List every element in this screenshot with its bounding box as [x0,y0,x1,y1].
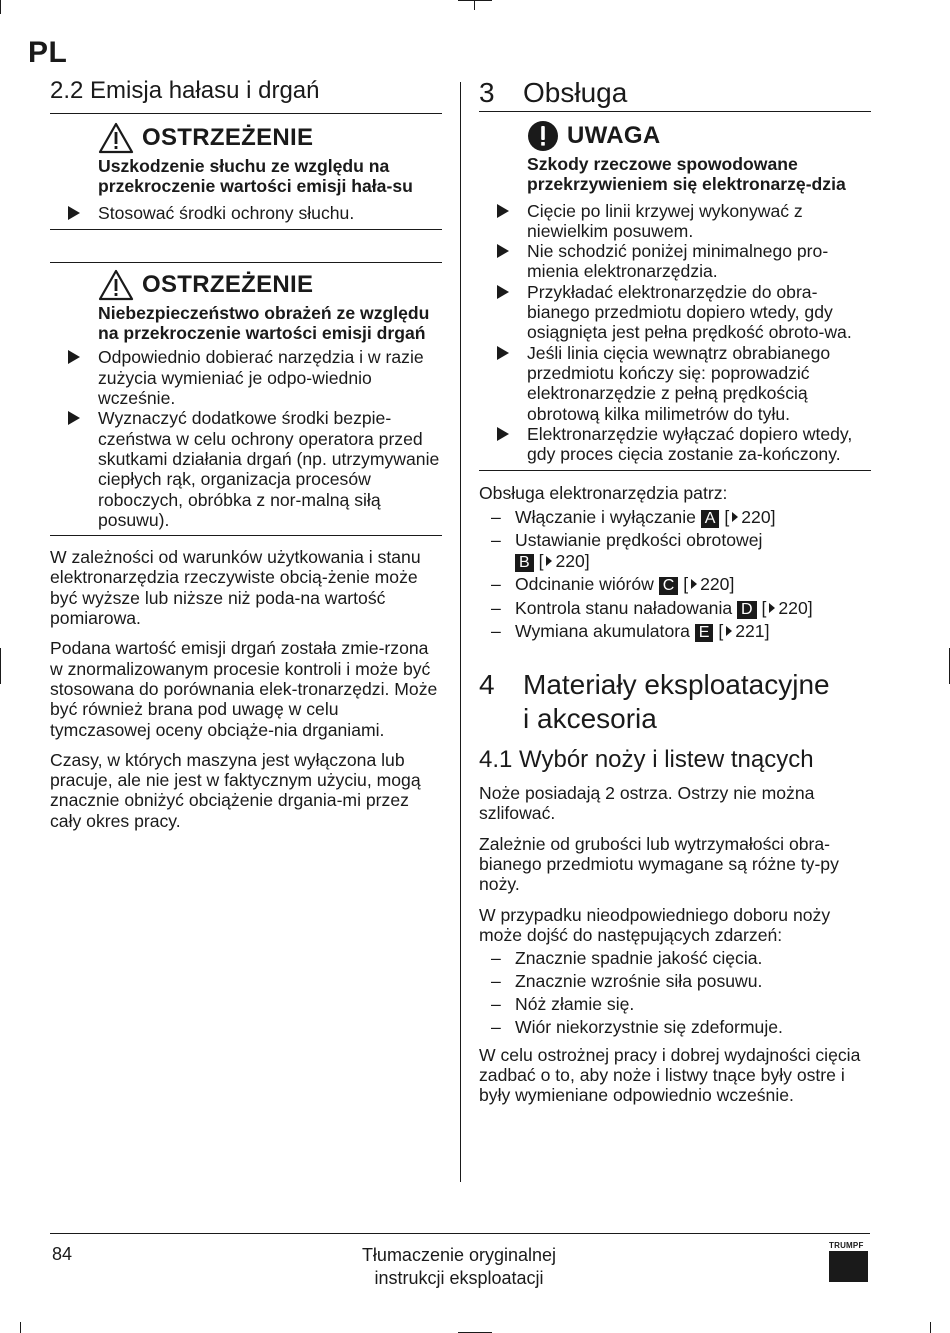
figure-label: E [695,624,714,642]
triangle-bullet-icon [497,204,509,218]
page-ref[interactable]: 220] [741,506,776,527]
figure-label: C [659,577,679,595]
triangle-bullet-icon [497,285,509,299]
page-ref[interactable]: 221] [735,621,770,642]
dash-bullet: – [491,970,501,991]
operation-list-item [479,598,871,619]
consequence-item [479,948,871,968]
page-ref-arrow-icon [546,556,552,566]
consequence-text: Znacznie wzrośnie siła posuwu. [515,970,763,991]
triangle-bullet-icon [497,427,509,441]
divider [50,535,442,536]
page-ref[interactable]: 220] [778,597,813,618]
list-item [50,203,442,223]
crop-mark [0,648,1,684]
consequence-text: Nóż złamie się. [515,993,635,1014]
warning-box-noise [50,120,442,230]
list-item-text: Stosować środki ochrony słuchu. [98,202,355,223]
notice-subtitle: Szkody rzeczowe spowodowane przekrzywieniem się elektronarzę-dzia [527,154,846,195]
crop-mark [0,0,1,14]
paragraph: Podana wartość emisji drgań została zmie-rzona w znormalizowanym procesie kontroli i może być stosowana do porównania elek-tronarzędzi. Może być również brana pod uwagę w celu tymczasowej oceny obciąże-nia drganiami. [50,638,438,740]
ref-bracket: [ [761,597,767,618]
operation-list-item [479,530,871,571]
page-number: 84 [52,1244,73,1264]
paragraph: W celu ostrożnej pracy i dobrej wydajności cięcia zadbać o to, aby noże i listwy tnące były ostre i były wymieniane odpowiednio wcześnie. [479,1044,861,1106]
figure-label: D [737,601,757,619]
page-ref[interactable]: 220] [700,574,735,595]
dash-bullet: – [491,993,501,1014]
brand-logo [829,1241,868,1282]
operation-intro: Obsługa elektronarzędzia patrz: [479,483,728,504]
divider [50,113,442,114]
page-ref-arrow-icon [726,626,732,636]
consequence-text: Znacznie spadnie jakość cięcia. [515,948,763,969]
divider [479,470,871,471]
paragraph: W zależności od warunków użytkowania i stanu elektronarzędzia rzeczywiste obcią-żenie może być wyższe lub niższe niż poda-na wartość pomiarowa. [50,547,421,629]
section-number: 4 [479,669,495,701]
crop-mark [474,0,475,10]
list-item-text: Elektronarzędzie wyłączać dopiero wtedy, gdy proces cięcia zostanie za-kończony. [527,423,853,465]
footer-text-line: instrukcji eksploatacji [374,1268,544,1288]
paragraph: Zależnie od grubości lub wytrzymałości obra-bianego przedmiotu wymagane są różne ty-py noży. [479,833,839,895]
footer-divider [50,1233,870,1234]
crop-mark [930,1322,931,1333]
right-column [479,76,871,1106]
column-divider [460,82,461,1182]
triangle-bullet-icon [497,346,509,360]
divider [479,111,871,112]
page-ref[interactable]: 220] [555,550,590,571]
list-item [479,343,871,424]
dash-bullet: – [491,597,501,618]
section-heading-line: i akcesoria [523,703,657,735]
divider [50,229,442,230]
list-item [479,241,871,282]
brand-block [829,1251,868,1282]
operation-text: Kontrola stanu naładowania [515,597,733,618]
consequence-item [479,994,871,1014]
page-ref-arrow-icon [769,603,775,613]
list-item-text: Jeśli linia cięcia wewnątrz obrabianego przedmiotu kończy się: poprowadzić elektronarzędzie z pełną prędkością obrotową kilka milimetrów do tyłu. [527,342,831,424]
notice-box [479,118,871,471]
operation-list-item [479,507,871,528]
operation-text: Ustawianie prędkości obrotowej [515,530,763,551]
operation-list-item [479,574,871,595]
consequence-item [479,971,871,991]
section-heading: Obsługa [523,77,628,108]
section-number: 3 [479,77,495,108]
list-item-text: Przykładać elektronarzędzie do obra-bianego przedmiotu dopiero wtedy, gdy osiągnięta jest pełna prędkość obroto-wa. [527,281,852,343]
warning-triangle-icon [98,122,134,154]
warning-title: OSTRZEŻENIE [142,270,314,298]
section-title-2-2: 2.2 Emisja hałasu i drgań [50,77,320,104]
paragraph: Czasy, w których maszyna jest wyłączona lub pracuje, ale nie jest w faktycznym użyciu, mogą znacznie obniżyć obciążenie drgania-mi przez cały okres pracy. [50,749,421,831]
left-column [50,76,442,841]
ref-bracket: [ [683,574,689,595]
page-ref-arrow-icon [691,579,697,589]
list-item [50,408,442,530]
triangle-bullet-icon [497,244,509,258]
section-title-4-1: 4.1 Wybór noży i listew tnących [479,746,814,774]
exclamation-circle-icon [527,120,559,152]
section-title-4 [479,668,871,736]
operation-text: Włączanie i wyłączanie [515,506,696,527]
paragraph: Noże posiadają 2 ostrza. Ostrzy nie można szlifować. [479,783,815,824]
figure-label: A [701,510,720,528]
warning-triangle-icon [98,269,134,301]
dash-bullet: – [491,530,501,551]
consequence-text: Wiór niekorzystnie się zdeformuje. [515,1016,783,1037]
list-item-text: Wyznaczyć dodatkowe środki bezpie-czeństwa w celu ochrony operatora przed skutkami działania drgań (np. utrzymywanie ciepłych rąk, organizacja procesów roboczych, obróbka z nor-malną siłą posuwu). [98,408,440,530]
triangle-bullet-icon [68,350,80,364]
operation-text: Odcinanie wiórów [515,574,654,595]
triangle-bullet-icon [68,206,80,220]
ref-bracket: [ [718,621,724,642]
triangle-bullet-icon [68,411,80,425]
dash-bullet: – [491,574,501,595]
crop-mark [20,1322,21,1333]
list-item-text: Nie schodzić poniżej minimalnego pro-mienia elektronarzędzia. [527,241,829,282]
dash-bullet: – [491,506,501,527]
list-item [479,424,871,465]
crop-mark [458,0,492,1]
warning-subtitle: Niebezpieczeństwo obrażeń ze względu na przekroczenie wartości emisji drgań [98,302,430,344]
warning-box-vibration [50,267,442,536]
list-item [479,282,871,343]
ref-bracket: [ [538,550,544,571]
dash-bullet: – [491,1016,501,1037]
consequence-item [479,1017,871,1037]
list-item-text: Odpowiednio dobierać narzędzia i w razie zużycia wymieniać je odpo-wiednio wcześnie. [98,347,424,409]
list-item-text: Cięcie po linii krzywej wykonywać z niewielkim posuwem. [527,200,803,241]
footer-text [300,1244,618,1290]
paragraph: W przypadku nieodpowiedniego doboru noży może dojść do następujących zdarzeń: [479,904,831,945]
footer-text-line: Tłumaczenie oryginalnej [361,1245,557,1265]
page-ref-arrow-icon [732,512,738,522]
figure-label: B [515,554,534,572]
dash-bullet: – [491,948,501,969]
operation-text: Wymiana akumulatora [515,621,690,642]
warning-subtitle: Uszkodzenie słuchu ze względu na przekroczenie wartości emisji hała-su [98,156,413,197]
list-item [479,201,871,242]
warning-title: OSTRZEŻENIE [142,123,314,151]
divider [50,262,442,263]
brand-wordmark: TRUMPF [829,1241,864,1250]
section-title-3 [479,76,871,110]
language-code: PL [28,36,68,69]
section-heading-line: Materiały eksploatacyjne [523,669,830,701]
notice-title: UWAGA [567,121,661,149]
list-item [50,347,442,408]
operation-list-item [479,621,871,642]
dash-bullet: – [491,621,501,642]
ref-bracket: [ [724,506,730,527]
